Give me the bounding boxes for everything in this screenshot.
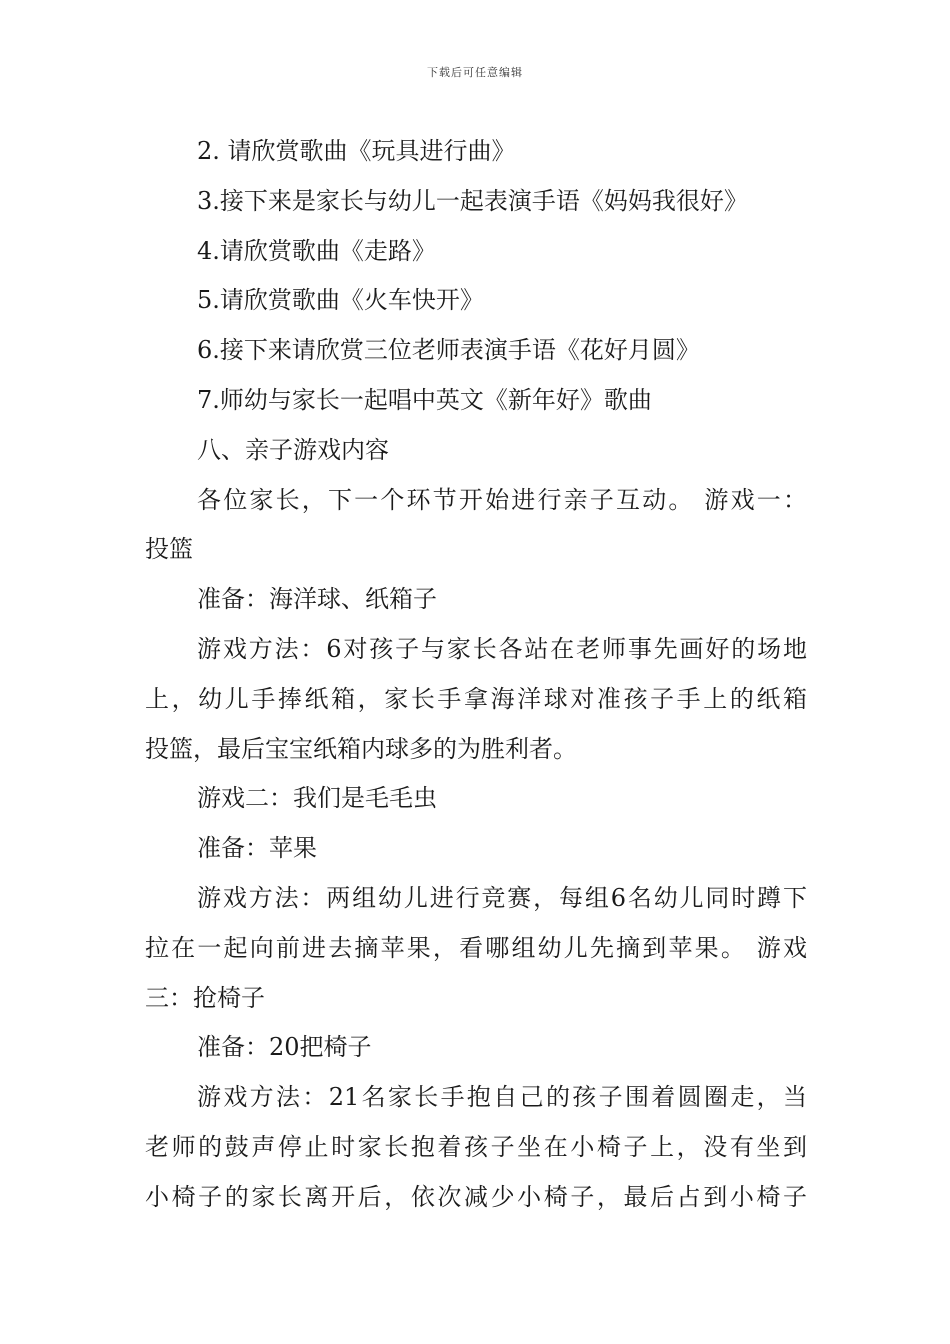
paragraph-line: 游戏方法：6对孩子与家长各站在老师事先画好的场地 <box>197 634 807 663</box>
paragraph-line: 小椅子的家长离开后，依次减少小椅子，最后占到小椅子 <box>145 1182 807 1211</box>
game-2-title: 游戏二：我们是毛毛虫 <box>197 784 437 813</box>
game-2-prep: 准备：苹果 <box>197 834 317 863</box>
program-item-7: 7.师幼与家长一起唱中英文《新年好》歌曲 <box>197 385 652 414</box>
program-item-5: 5.请欣赏歌曲《火车快开》 <box>197 286 484 315</box>
paragraph-line: 投篮 <box>145 535 193 564</box>
header-note: 下载后可任意编辑 <box>427 66 523 79</box>
paragraph-line: 游戏方法：两组幼儿进行竞赛，每组6名幼儿同时蹲下 <box>197 883 807 912</box>
program-item-6: 6.接下来请欣赏三位老师表演手语《花好月圆》 <box>197 336 700 365</box>
program-item-3: 3.接下来是家长与幼儿一起表演手语《妈妈我很好》 <box>197 186 748 215</box>
paragraph-line: 三：抢椅子 <box>145 983 265 1012</box>
program-item-2: 2. 请欣赏歌曲《玩具进行曲》 <box>197 137 516 165</box>
program-item-4: 4.请欣赏歌曲《走路》 <box>197 236 436 265</box>
section-heading: 八、亲子游戏内容 <box>197 435 389 464</box>
game-1-prep: 准备：海洋球、纸箱子 <box>197 585 437 614</box>
game-3-prep: 准备：20把椅子 <box>197 1033 372 1062</box>
paragraph-line: 游戏方法：21名家长手抱自己的孩子围着圆圈走，当 <box>197 1083 807 1112</box>
document-body <box>145 127 807 1223</box>
paragraph-line: 拉在一起向前进去摘苹果，看哪组幼儿先摘到苹果。 游戏 <box>145 933 807 962</box>
paragraph-line: 上，幼儿手捧纸箱，家长手拿海洋球对准孩子手上的纸箱 <box>145 684 807 713</box>
paragraph-line: 老师的鼓声停止时家长抱着孩子坐在小椅子上，没有坐到 <box>145 1132 807 1161</box>
paragraph-line: 各位家长，下一个环节开始进行亲子互动。 游戏一： <box>197 485 807 514</box>
paragraph-line: 投篮，最后宝宝纸箱内球多的为胜利者。 <box>145 734 577 763</box>
